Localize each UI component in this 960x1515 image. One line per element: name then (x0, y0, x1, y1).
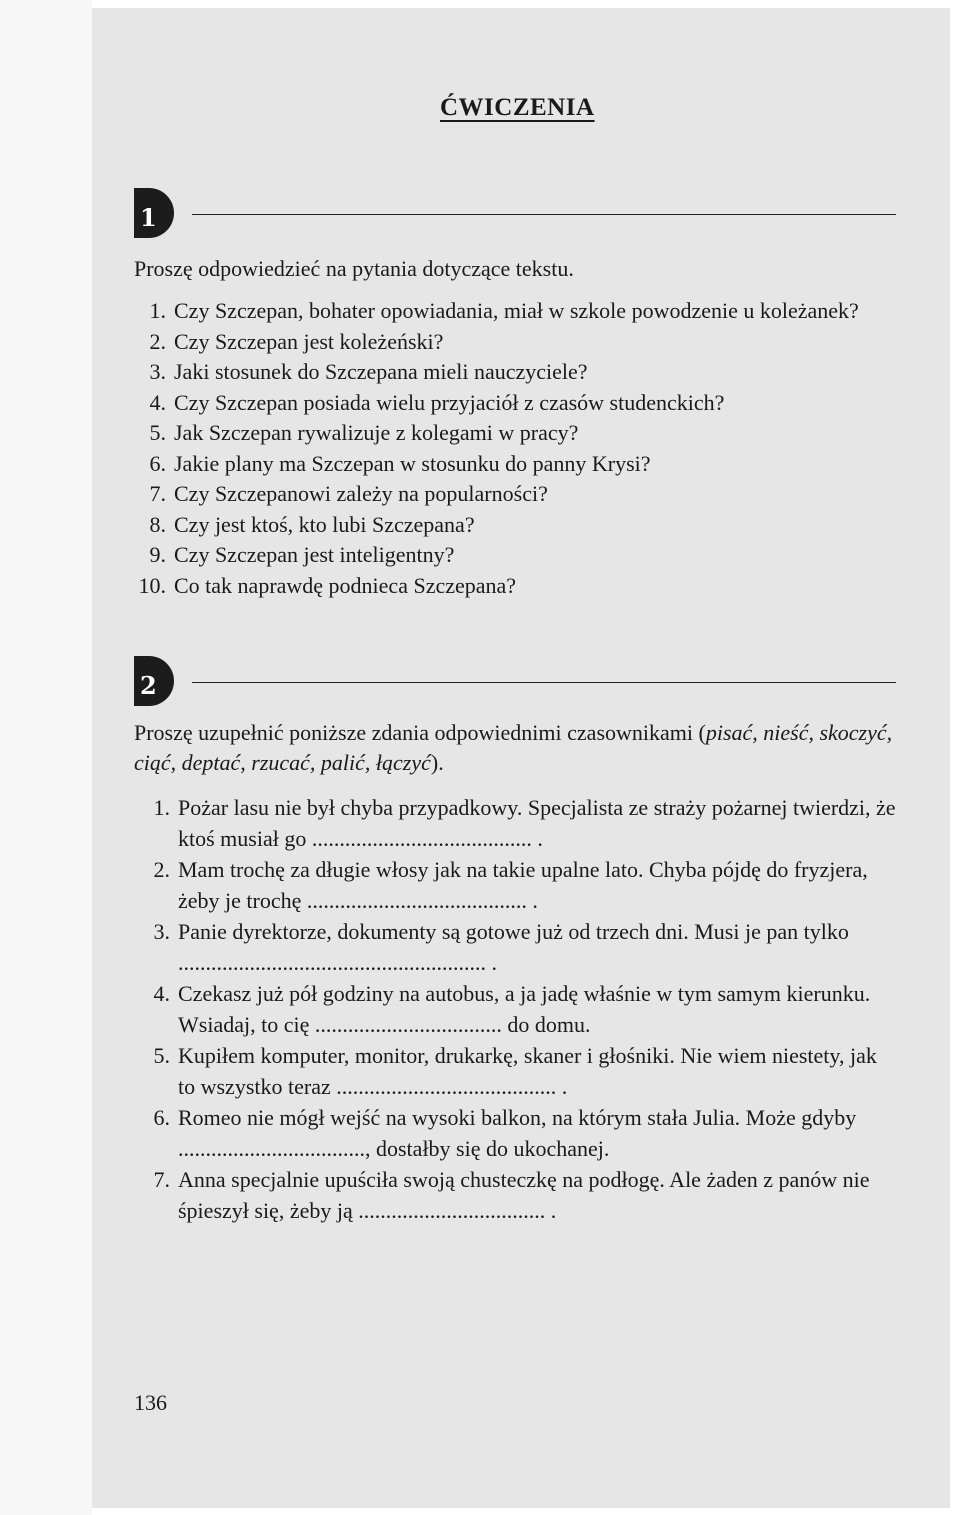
question-text: Co tak naprawdę podnieca Szczepana? (174, 572, 517, 598)
sentence-text: Czekasz już pół godziny na autobus, a ja jadę właśnie w tym samym kierunku. Wsiadaj, to cię .................................. do domu. (178, 981, 871, 1037)
sentence-text: Mam trochę za długie włosy jak na takie upalne lato. Chyba pójdę do fryzjera, żeby je trochę ........................................ . (178, 857, 868, 913)
question-text: Czy Szczepanowi zależy na popularności? (174, 481, 548, 506)
exercise-1-rule (192, 214, 896, 215)
question-number: 9. (149, 542, 166, 567)
sentence-number: 3. (153, 919, 170, 944)
exercise-1-questions (134, 296, 898, 601)
sentence-number: 6. (153, 1105, 170, 1130)
question-item (134, 540, 898, 571)
sentence-item (134, 916, 898, 978)
exercise-2-sentences (134, 792, 898, 1226)
sentence-item (134, 1040, 898, 1102)
question-item (134, 296, 898, 327)
exercise-1-number-badge: 1 (134, 188, 174, 238)
instruction-end: ). (430, 750, 444, 775)
question-number: 2. (149, 328, 166, 354)
sentence-number: 4. (153, 981, 170, 1006)
sentence-number: 5. (153, 1043, 170, 1068)
question-number: 7. (149, 481, 166, 506)
page-margin (0, 0, 92, 1515)
sentence-number: 1. (153, 795, 170, 820)
question-item (134, 449, 898, 480)
question-text: Czy Szczepan, bohater opowiadania, miał w szkole powodzenie u koleżanek? (174, 298, 859, 323)
sentence-item (134, 1164, 898, 1226)
question-text: Czy jest ktoś, kto lubi Szczepana? (174, 511, 475, 537)
question-number: 4. (149, 389, 166, 415)
question-text: Czy Szczepan jest koleżeński? (174, 328, 444, 354)
sentence-text: Romeo nie mógł wejść na wysoki balkon, na którym stała Julia. Może gdyby .................................., dostałby się do ukochanej. (178, 1105, 857, 1161)
exercise-1-header (134, 188, 896, 242)
question-number: 5. (149, 420, 166, 445)
question-item (134, 479, 898, 510)
question-number: 8. (149, 511, 166, 537)
instruction-text: Proszę uzupełnić poniższe zdania odpowiednimi czasownikami ( (134, 720, 706, 745)
question-item (134, 327, 898, 358)
question-text: Jakie plany ma Szczepan w stosunku do panny Krysi? (174, 450, 651, 476)
page-title: ĆWICZENIA (440, 94, 595, 121)
exercise-2-number-badge: 2 (134, 656, 174, 706)
sentence-number: 2. (153, 857, 170, 882)
sentence-item (134, 1102, 898, 1164)
sentence-item (134, 854, 898, 916)
question-text: Czy Szczepan posiada wielu przyjaciół z czasów studenckich? (174, 389, 725, 415)
sentence-number: 7. (153, 1167, 170, 1192)
question-item (134, 418, 898, 449)
question-item (134, 571, 898, 602)
sentence-item (134, 978, 898, 1040)
sentence-text: Panie dyrektorze, dokumenty są gotowe już od trzech dni. Musi je pan tylko ........................................................ . (178, 919, 849, 975)
question-item (134, 388, 898, 419)
question-number: 10. (138, 572, 166, 598)
exercise-2-header (134, 656, 896, 710)
question-number: 1. (149, 298, 166, 323)
sentence-text: Kupiłem komputer, monitor, drukarkę, skaner i głośniki. Nie wiem niestety, jak to wszystko teraz ........................................ . (178, 1043, 877, 1099)
exercise-2-instruction (134, 718, 898, 778)
sentence-text: Pożar lasu nie był chyba przypadkowy. Specjalista ze straży pożarnej twierdzi, że ktoś musiał go ........................................ . (178, 795, 896, 851)
exercise-2-rule (192, 682, 896, 683)
sentence-item (134, 792, 898, 854)
question-number: 3. (149, 359, 166, 384)
page-number: 136 (134, 1390, 167, 1415)
question-item (134, 357, 898, 388)
question-text: Czy Szczepan jest inteligentny? (174, 542, 455, 567)
sentence-text: Anna specjalnie upuściła swoją chusteczkę na podłogę. Ale żaden z panów nie śpieszył się, żeby ją .................................. . (178, 1167, 870, 1223)
question-text: Jak Szczepan rywalizuje z kolegami w pracy? (174, 420, 579, 445)
instruction-verbs: pisać, nieść, skoczyć, ciąć, deptać, rzucać, palić, łączyć (134, 720, 893, 775)
question-item (134, 510, 898, 541)
question-text: Jaki stosunek do Szczepana mieli nauczyciele? (174, 359, 588, 384)
question-number: 6. (149, 450, 166, 476)
exercise-1-instruction: Proszę odpowiedzieć na pytania dotyczące tekstu. (134, 256, 574, 281)
